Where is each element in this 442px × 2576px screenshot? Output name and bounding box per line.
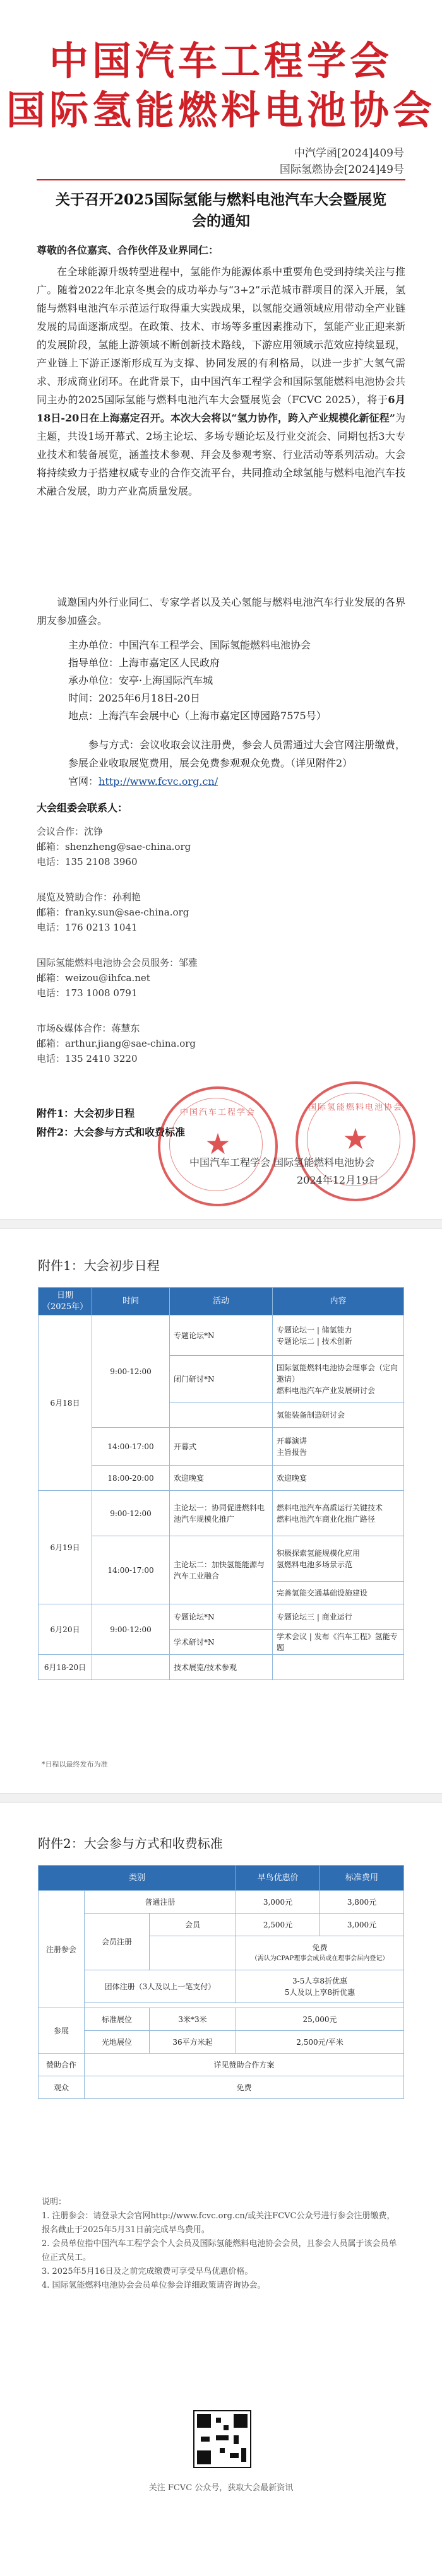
group-price-1: 3-5人享8折优惠 [292,1976,347,1985]
participation-text: 参与方式：会议收取会议注册费，参会人员需通过大会官网注册缴费，参展企业收取展览费用，展会免费参观观众免费。（详见附件2） [68,739,405,769]
time-cell [92,1655,170,1680]
date-cell: 6月18日 [39,1315,92,1491]
content-line: 燃料电池汽车高质运行关键技术 [277,1503,383,1512]
sponsor-label: 赞助合作 [39,2054,85,2076]
seal-star-icon: ★ [205,1127,231,1161]
visitor-label: 观众 [39,2076,85,2099]
contact-phone: 电话：173 1008 0791 [37,987,138,999]
table-row [39,1604,404,1630]
time-value: 2025年6月18日-20日 [99,692,201,704]
cohost-label: 承办单位： [68,674,119,686]
contact-block-2 [37,890,189,935]
col-early: 早鸟优惠价 [236,1866,320,1891]
table-row [39,1466,404,1491]
table-row [39,1655,404,1680]
time-cell: 18:00-20:00 [92,1466,170,1491]
content-cell: 专题论坛三 | 商业运行 [273,1604,404,1630]
contact-block-3 [37,955,198,1001]
para1-part-b: 为主题，共设1场开幕式、2场主论坛、多场专题论坛及行业交流会、同期包括3大专业技术和装备展览，涵盖技术参观、拜会及参观考察、行业活动等系列活动。大会将持续致力于搭建权威专业的合作交流平台，共同推动全球氢能与燃料电池汽车技术融合发展，助力产业高质量发展。 [37,412,405,497]
content-cell: 学术会议 | 发布《汽车工程》氢能专题 [273,1630,404,1655]
table-row [39,1428,404,1466]
content-line: 主旨报告 [277,1447,308,1457]
table-row [39,2076,404,2099]
content-cell: 氢能装备制造研讨会 [273,1403,404,1428]
time-cell: 9:00-12:00 [92,1491,170,1536]
contact-block-4 [37,1021,196,1066]
para1-bold: 6月18日-20日在上海嘉定召开。本次大会将以“氢力协作，跨入产业规模化新征程” [37,394,405,424]
table-row [39,1536,404,1582]
website-link[interactable]: http://www.fcvc.org.cn/ [99,775,218,787]
content-cell [273,1356,404,1403]
time-cell: 9:00-12:00 [92,1315,170,1428]
doc-number-1: 中汽学函[2024]409号 [294,147,404,160]
table-row [39,1491,404,1536]
schedule-table [38,1287,404,1680]
contact-phone: 电话：135 2108 3960 [37,856,138,867]
contacts-heading: 大会组委会联系人： [37,802,128,814]
venue-label: 地点： [68,710,99,722]
date-cell: 6月19日 [39,1491,92,1604]
contact-email[interactable]: 邮箱：arthur.jiang@sae-china.org [37,1038,196,1049]
booth-raw-size: 36平方米起 [150,2031,236,2054]
org-title-1: 中国汽车工程学会 [49,38,393,84]
host-row [68,637,311,654]
contact-role: 市场&媒体合作：蒋慧东 [37,1023,140,1034]
salutation: 尊敬的各位嘉宾、合作伙伴及业界同仁： [37,244,219,256]
early-cell: 3,000元 [236,1891,320,1914]
body-paragraph-2: 诚邀国内外行业同仁、专家学者以及关心氢能与燃料电池汽车行业发展的各界朋友参加盛会。 [37,596,405,626]
cohost-row [68,673,213,689]
table-row [39,1315,404,1356]
time-cell: 9:00-12:00 [92,1604,170,1655]
seal-star-icon: ★ [342,1122,369,1156]
event-cell: 技术展览/技术参观 [170,1655,273,1680]
official-seal-1 [158,1086,278,1206]
contact-phone: 电话：176 0213 1041 [37,922,138,933]
notice-title-line1: 关于召开2025国际氢能与燃料电池汽车大会暨展览 [55,191,386,208]
section-divider [0,1793,442,1803]
table-row [39,2054,404,2076]
contact-block-1 [37,824,191,869]
event-cell: 专题论坛*N [170,1315,273,1356]
table-row [39,1914,404,1936]
content-cell: 完善氢能交通基础设施建设 [273,1582,404,1604]
appendix2-title: 附件2：大会参与方式和收费标准 [38,1836,223,1851]
time-label: 时间： [68,692,99,704]
event-cell: 开幕式 [170,1428,273,1466]
col-category: 类别 [39,1866,236,1891]
schedule-footnote: *日程以最终发布为准 [42,1760,108,1768]
host-label: 主办单位： [68,639,119,651]
seal-text-2: 国际氢能燃料电池协会 [308,1103,403,1112]
support-label: 指导单位： [68,657,119,669]
content-line: 专题论坛二 | 技术创新 [277,1336,352,1346]
event-cell: 欢迎晚宴 [170,1466,273,1491]
event-cell [170,1403,273,1428]
support-value: 上海市嘉定区人民政府 [119,657,220,669]
content-cell: 欢迎晚宴 [273,1466,404,1491]
booth-std-size: 3米*3米 [150,2008,236,2031]
event-cell: 主论坛一：协同促进燃料电池汽车规模化推广 [170,1491,273,1536]
note-item: 3. 2025年5月16日及之前完成缴费可享受早鸟优惠价格。 [42,2267,253,2276]
section-divider [0,1219,442,1229]
date-cell: 6月18-20日 [39,1655,92,1680]
booth-raw-price: 2,500元/平米 [236,2031,404,2054]
org-title-2: 国际氢能燃料电池协会 [6,87,436,133]
col-date: 日期（2025年） [39,1288,92,1315]
booth-raw: 光地展位 [85,2031,150,2054]
std-cell: 3,000元 [320,1914,404,1936]
content-cell [273,1315,404,1356]
event-cell: 学术研讨*N [170,1630,273,1655]
fee-notes [42,2196,400,2293]
header-rule [37,179,405,180]
col-event: 活动 [170,1288,273,1315]
content-cell [273,1536,404,1582]
notice-title-line2: 会的通知 [192,213,250,230]
notes-label: 说明： [42,2197,67,2207]
sub-cell: 普通注册 [85,1891,236,1914]
free-note: （需认为CPAP理事会成员或在理事会届内登记） [251,1955,389,1962]
content-line: 燃料电池汽车商业化推广路径 [277,1514,376,1524]
website-row [68,773,218,790]
note-item: 2. 会员单位指中国汽车工程学会个人会员及国际氢能燃料电池协会会员，且参会人员属于该会员单位正式员工。 [42,2239,397,2262]
col-time: 时间 [92,1288,170,1315]
venue-row [68,708,326,724]
qr-caption: 关注 FCVC 公众号，获取大会最新资讯 [148,2483,294,2493]
date-cell: 6月20日 [39,1604,92,1655]
table-row [39,1891,404,1914]
content-cell [273,1655,404,1680]
sub-cell: 会员 [150,1914,236,1936]
content-cell [273,1491,404,1536]
free-cell [236,1936,404,1970]
fee-table [38,1865,404,2099]
content-cell [273,1428,404,1466]
contact-email[interactable]: 邮箱：shenzheng@sae-china.org [37,841,191,852]
time-row [68,690,200,707]
contact-phone: 电话：135 2410 3220 [37,1053,138,1064]
booth-label: 参展 [39,2008,85,2054]
content-line: 氢燃料电池多场景示范 [277,1560,353,1569]
doc-number-2: 国际氢燃协会[2024]49号 [279,163,404,176]
contact-role: 会议合作：沈铮 [37,826,104,837]
notice-title [37,189,405,232]
attachment-1: 附件1：大会初步日程 [37,1107,135,1119]
group-price [236,1970,404,2003]
time-cell: 14:00-17:00 [92,1536,170,1604]
sub-cell [150,1936,236,1970]
booth-std: 标准展位 [85,2008,150,2031]
group-price-2: 5人及以上享8折优惠 [284,1987,355,1997]
free-value: 免费 [312,1943,328,1952]
body-paragraph-1 [37,262,405,500]
contact-role: 展览及赞助合作：孙利艳 [37,891,141,903]
visitor-value: 免费 [85,2076,404,2099]
std-cell: 3,800元 [320,1891,404,1914]
cohost-value: 安亭·上海国际汽车城 [119,674,213,686]
sponsor-value: 详见赞助合作方案 [85,2054,404,2076]
event-cell: 闭门研讨*N [170,1356,273,1403]
spacer [85,2003,404,2008]
content-line: 积极探索氢能规模化应用 [277,1548,361,1558]
table-row [39,1970,404,2003]
signature-date: 2024年12月19日 [297,1174,379,1186]
note-item: 4. 国际氢能燃料电池协会会员单位参会详细政策请咨询协会。 [42,2281,266,2290]
qr-code[interactable] [193,2410,251,2468]
host-value: 中国汽车工程学会、国际氢能燃料电池协会 [119,639,311,651]
table-row [39,2008,404,2031]
group-label: 团体注册（3人及以上一笔支付） [85,1970,236,2003]
event-cell: 专题论坛*N [170,1604,273,1630]
note-item: 1. 注册参会：请登录大会官网http://www.fcvc.org.cn/或关注FCVC公众号进行参会注册缴费，报名截止于2025年5月31日前完成早鸟费用。 [42,2211,395,2235]
venue-value: 上海汽车会展中心（上海市嘉定区博园路7575号） [99,710,326,722]
reg-label: 注册参会 [39,1891,85,2008]
content-line: 专题论坛一 | 储氢能力 [277,1325,352,1334]
event-cell: 主论坛二：加快氢能能源与汽车工业融合 [170,1536,273,1604]
support-row [68,655,220,671]
content-line: 燃料电池汽车产业发展研讨会 [277,1385,376,1395]
sub-cell: 会员注册 [85,1914,150,1970]
contact-email[interactable]: 邮箱：weizou@ihfca.net [37,972,150,984]
website-label: 官网： [68,775,99,787]
para1-part-a: 在全球能源升级转型进程中，氢能作为能源体系中重要角色受到持续关注与推广。随着2022年北京冬奥会的成功举办与“3+2”示范城市群项目的深入开展，氢能与燃料电池汽车示范运行取得重大实践成果，以氢能交通领域应用带动全产业链发展的局面逐渐成型。在政策、技术、市场等多重因素推动下，氢能产业正迎来新的发展阶段，氢能上游领域不断创新技术路线，下游应用领域示范效应持续显现，产业链上下游正逐渐形成互为支撑、协同发展的有利格局，以进一步扩大氢气需求、形成商业闭环。在此背景下，由中国汽车工程学会和国际氢能燃料电池协会共同主办的2025国际氢能与燃料电池汽车大会暨展览会（FCVC 2025），将于 [37,266,405,406]
appendix1-title: 附件1：大会初步日程 [38,1258,160,1273]
contact-email[interactable]: 邮箱：franky.sun@sae-china.org [37,907,189,918]
content-line: 国际氢能燃料电池协会理事会（定向邀请） [277,1363,398,1384]
content-line: 开幕演讲 [277,1436,308,1445]
attachment-2: 附件2：大会参与方式和收费标准 [37,1126,186,1138]
time-cell: 14:00-17:00 [92,1428,170,1466]
seal-text-1: 中国汽车工程学会 [179,1108,256,1117]
early-cell: 2,500元 [236,1914,320,1936]
booth-std-price: 25,000元 [236,2008,404,2031]
contact-role: 国际氢能燃料电池协会会员服务：邹雅 [37,957,198,968]
signature-orgs: 中国汽车工程学会 国际氢能燃料电池协会 [189,1156,375,1168]
table-row [39,2031,404,2054]
col-content: 内容 [273,1288,404,1315]
col-standard: 标准费用 [320,1866,404,1891]
